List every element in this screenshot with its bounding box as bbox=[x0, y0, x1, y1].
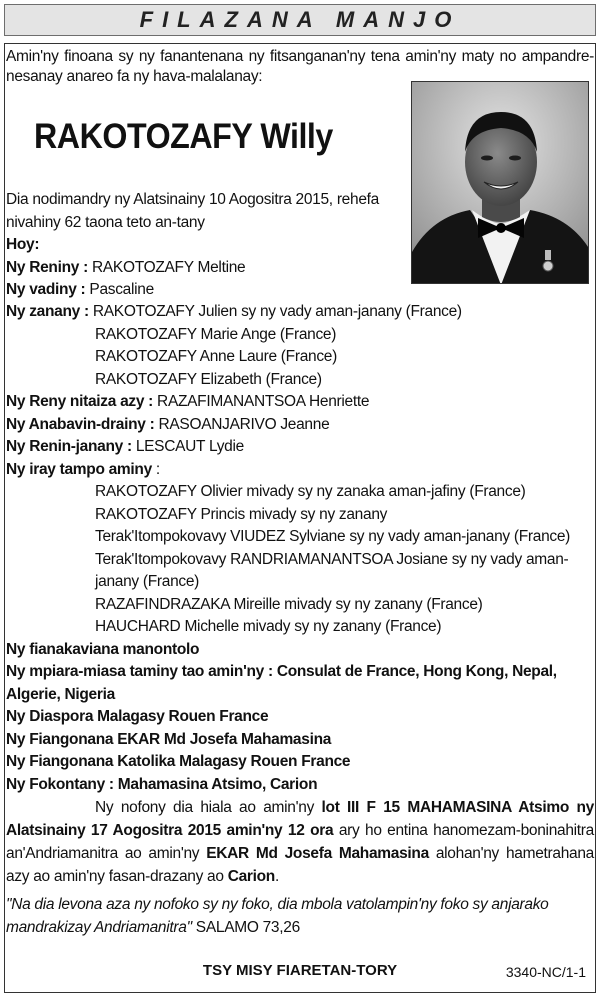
group-katolika: Ny Fiangonana Katolika Malagasy Rouen France bbox=[6, 753, 351, 770]
renin-janany-value: LESCAUT Lydie bbox=[135, 438, 244, 455]
sibling-item: Terak'Itompokovavy VIUDEZ Sylviane sy ny vady aman-janany (France) bbox=[95, 528, 571, 545]
header-title: FILAZANA MANJO bbox=[139, 7, 461, 32]
vadiny-value: Pascaline bbox=[89, 281, 154, 298]
zanany-item: RAKOTOZAFY Marie Ange (France) bbox=[95, 325, 337, 343]
family-reniny bbox=[6, 257, 406, 280]
verse-quote: "Na dia levona aza ny nofoko sy ny foko, dia mbola vatolampin'ny foko sy anjarako mandrakizay Andriamanitra" bbox=[6, 896, 549, 936]
sibling-item: RAKOTOZAFY Princis mivady sy ny zanany bbox=[95, 505, 388, 523]
sibling-item: Terak'Itompokovavy RANDRIAMANANTSOA Josiane sy ny vady aman- bbox=[95, 550, 569, 568]
zanany-item: RAKOTOZAFY Elizabeth (France) bbox=[95, 370, 322, 388]
iray-tampo-label: Ny iray tampo aminy bbox=[6, 460, 152, 478]
funeral-p3: ary ho entina hanomezam-boninahitra an'Andriamanitra ao amin'ny bbox=[6, 822, 594, 862]
intro-text: Amin'ny finoana sy ny fanantenana ny fitsanganan'ny tena amin'ny maty no ampandre-nesanay anareo fa ny hava-malalanay: bbox=[6, 48, 594, 85]
hoy-label: Hoy: bbox=[6, 236, 40, 253]
announcement-body bbox=[6, 189, 406, 302]
sibling-item: janany (France) bbox=[95, 573, 200, 590]
family-zanany bbox=[6, 301, 594, 324]
footer-notice: TSY MISY FIARETAN-TORY bbox=[202, 962, 398, 979]
reny-nitaiza-label: Ny Reny nitaiza azy : bbox=[6, 393, 154, 410]
portrait-icon bbox=[412, 82, 589, 284]
family-renin-janany bbox=[6, 436, 594, 459]
group-mpiara-miasa: Ny mpiara-miasa taminy tao amin'ny : Consulat de France, Hong Kong, Nepal, bbox=[6, 663, 557, 680]
group-ekar: Ny Fiangonana EKAR Md Josefa Mahamasina bbox=[6, 730, 332, 748]
reniny-value: RAKOTOZAFY Meltine bbox=[91, 258, 246, 276]
family-vadiny bbox=[6, 279, 406, 302]
zanany-first: RAKOTOZAFY Julien sy ny vady aman-janany (France) bbox=[92, 303, 462, 320]
death-line-2: nivahiny 62 taona teto an-tany bbox=[6, 213, 205, 231]
funeral-p5: alohan'ny hametrahana azy ao amin'ny fasan-drazany ao bbox=[6, 845, 595, 885]
renin-janany-label: Ny Renin-janany : bbox=[6, 438, 132, 455]
funeral-p1: Ny nofony dia hiala ao amin'ny bbox=[95, 799, 322, 816]
anabavin-drainy-value: RASOANJARIVO Jeanne bbox=[158, 415, 330, 433]
group-diaspora: Ny Diaspora Malagasy Rouen France bbox=[6, 708, 269, 725]
sibling-item: RAKOTOZAFY Olivier mivady sy ny zanaka aman-jafiny (France) bbox=[95, 483, 526, 500]
verse bbox=[6, 893, 594, 939]
header-banner bbox=[4, 4, 596, 36]
iray-tampo-suffix: : bbox=[151, 460, 160, 478]
zanany-item: RAKOTOZAFY Anne Laure (France) bbox=[95, 348, 337, 365]
zanany-label: Ny zanany : bbox=[6, 303, 89, 320]
funeral-place-date: lot III F 15 MAHAMASINA Atsimo ny Alatsinainy 17 Aogositra 2015 amin'ny 12 ora bbox=[6, 799, 595, 839]
funeral-burial: Carion bbox=[227, 868, 275, 885]
family-list bbox=[6, 301, 594, 796]
anabavin-drainy-label: Ny Anabavin-drainy : bbox=[6, 415, 155, 433]
death-line-1: Dia nodimandry ny Alatsinainy 10 Aogositra 2015, rehefa bbox=[6, 191, 379, 208]
reniny-label: Ny Reniny : bbox=[6, 258, 88, 276]
verse-ref: SALAMO 73,26 bbox=[191, 919, 300, 936]
funeral-church: EKAR Md Josefa Mahamasina bbox=[206, 845, 429, 862]
group-fianakaviana: Ny fianakaviana manontolo bbox=[6, 640, 200, 658]
portrait-photo bbox=[411, 81, 589, 284]
deceased-name: RAKOTOZAFY Willy bbox=[34, 117, 333, 156]
footer-code: 3340-NC/1-1 bbox=[505, 964, 586, 980]
sibling-item: RAZAFINDRAZAKA Mireille mivady sy ny zanany (France) bbox=[95, 595, 483, 613]
sibling-item: HAUCHARD Michelle mivady sy ny zanany (France) bbox=[95, 618, 442, 635]
vadiny-label: Ny vadiny : bbox=[6, 281, 86, 298]
family-iray-tampo bbox=[6, 459, 594, 482]
reny-nitaiza-value: RAZAFIMANANTSOA Henriette bbox=[157, 393, 370, 410]
funeral-paragraph bbox=[6, 796, 594, 888]
group-mpiara-miasa-cont: Algerie, Nigeria bbox=[6, 685, 115, 703]
family-anabavin-drainy bbox=[6, 414, 594, 437]
group-fokontany: Ny Fokontany : Mahamasina Atsimo, Carion bbox=[6, 775, 318, 793]
family-reny-nitaiza bbox=[6, 391, 594, 414]
funeral-p7: . bbox=[274, 868, 279, 885]
